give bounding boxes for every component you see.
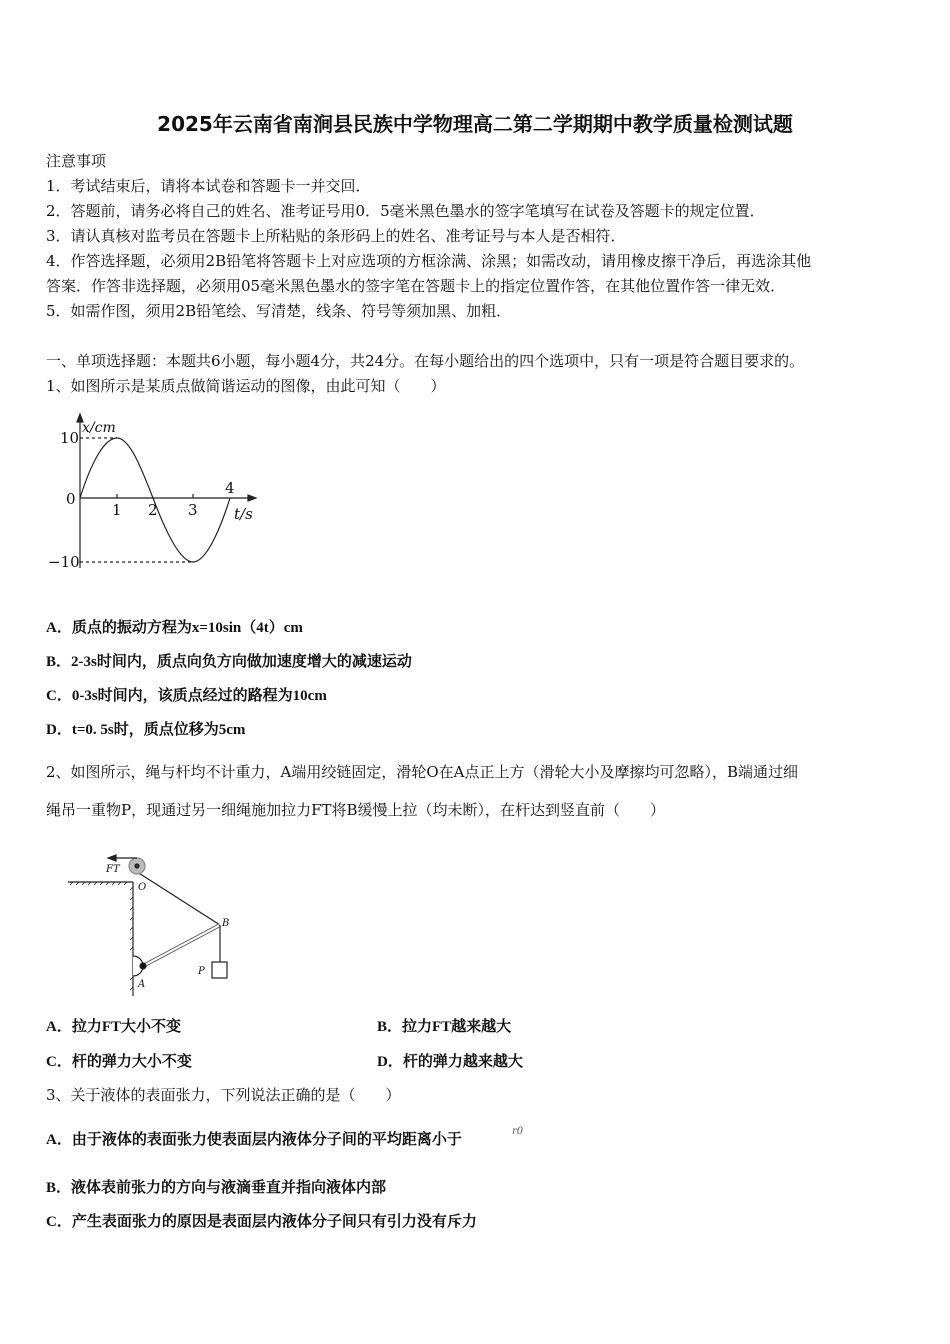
graph-ylabel: x/cm [82, 420, 116, 436]
q3-option-c: C．产生表面张力的原因是表面层内液体分子间只有引力没有斥力 [46, 1214, 477, 1230]
notice-item: 2．答题前，请务必将自己的姓名、准考证号用0．5毫米黑色墨水的签字笔填写在试卷及答题卡的规定位置． [46, 202, 765, 220]
notice-item: 4．作答选择题，必须用2B铅笔将答题卡上对应选项的方框涂满、涂黑；如需改动，请用橡皮擦干净后，再选涂其他 [46, 252, 812, 270]
label-b: B [222, 918, 230, 929]
q3-option-a: A．由于液体的表面张力使表面层内液体分子间的平均距离小于 [46, 1132, 462, 1148]
q1-option-a: A．质点的振动方程为x=10sin（4t）cm [46, 620, 303, 636]
q2-option-b: B．拉力FT越来越大 [377, 1019, 512, 1035]
notice-item: 5．如需作图，须用2B铅笔绘、写清楚，线条、符号等须加黑、加粗． [46, 302, 512, 320]
q2-option-a: A．拉力FT大小不变 [46, 1019, 182, 1035]
q3-option-b: B．液体表前张力的方向与液滴垂直并指向液体内部 [46, 1180, 387, 1196]
xtick: 1 [112, 501, 122, 519]
graph-xlabel: t/s [234, 505, 253, 523]
notice-heading: 注意事项 [46, 152, 107, 170]
q2-stem: 绳吊一重物P，现通过另一细绳施加拉力FT将B缓慢上拉（均未断），在杆达到竖直前（ ） [46, 801, 666, 819]
q2-stem: 2、如图所示，绳与杆均不计重力，A端用绞链固定，滑轮O在A点正上方（滑轮大小及摩擦均可忽略），B端通过细 [46, 763, 799, 781]
section-heading: 一、单项选择题：本题共6小题，每小题4分，共24分。在每小题给出的四个选项中，只有一项是符合题目要求的。 [46, 352, 805, 370]
q1-option-b: B．2-3s时间内，质点向负方向做加速度增大的减速运动 [46, 654, 412, 670]
notice-item: 3．请认真核对监考员在答题卡上所粘贴的条形码上的姓名、准考证号与本人是否相符． [46, 227, 626, 245]
q2-option-d: D．杆的弹力越来越大 [377, 1054, 523, 1070]
xtick: 2 [148, 501, 158, 519]
ytick: 0 [66, 490, 76, 508]
q1-stem: 1、如图所示是某质点做简谐运动的图像，由此可知（ ） [46, 377, 446, 395]
label-a: A [138, 979, 146, 990]
label-o: O [138, 882, 147, 893]
q2-option-c: C．杆的弹力大小不变 [46, 1054, 192, 1070]
ytick: 10 [60, 429, 80, 447]
xtick: 4 [225, 479, 235, 497]
notice-item: 1．考试结束后，请将本试卷和答题卡一并交回． [46, 177, 371, 195]
label-p: P [198, 966, 205, 977]
r0-symbol: r0 [512, 1126, 524, 1137]
label-ft: FT [106, 864, 120, 875]
q1-option-c: C．0-3s时间内，该质点经过的路程为10cm [46, 688, 327, 704]
q1-option-d: D．t=0. 5s时，质点位移为5cm [46, 722, 246, 738]
xtick: 3 [188, 501, 198, 519]
ytick: −10 [48, 553, 80, 571]
notice-item: 答案．作答非选择题，必须用05毫米黑色墨水的签字笔在答题卡上的指定位置作答，在其他位置作答一律无效． [46, 277, 786, 295]
q3-stem: 3、关于液体的表面张力，下列说法正确的是（ ） [46, 1086, 401, 1104]
page-title: 2025年云南省南涧县民族中学物理高二第二学期期中教学质量检测试题 [157, 112, 793, 136]
